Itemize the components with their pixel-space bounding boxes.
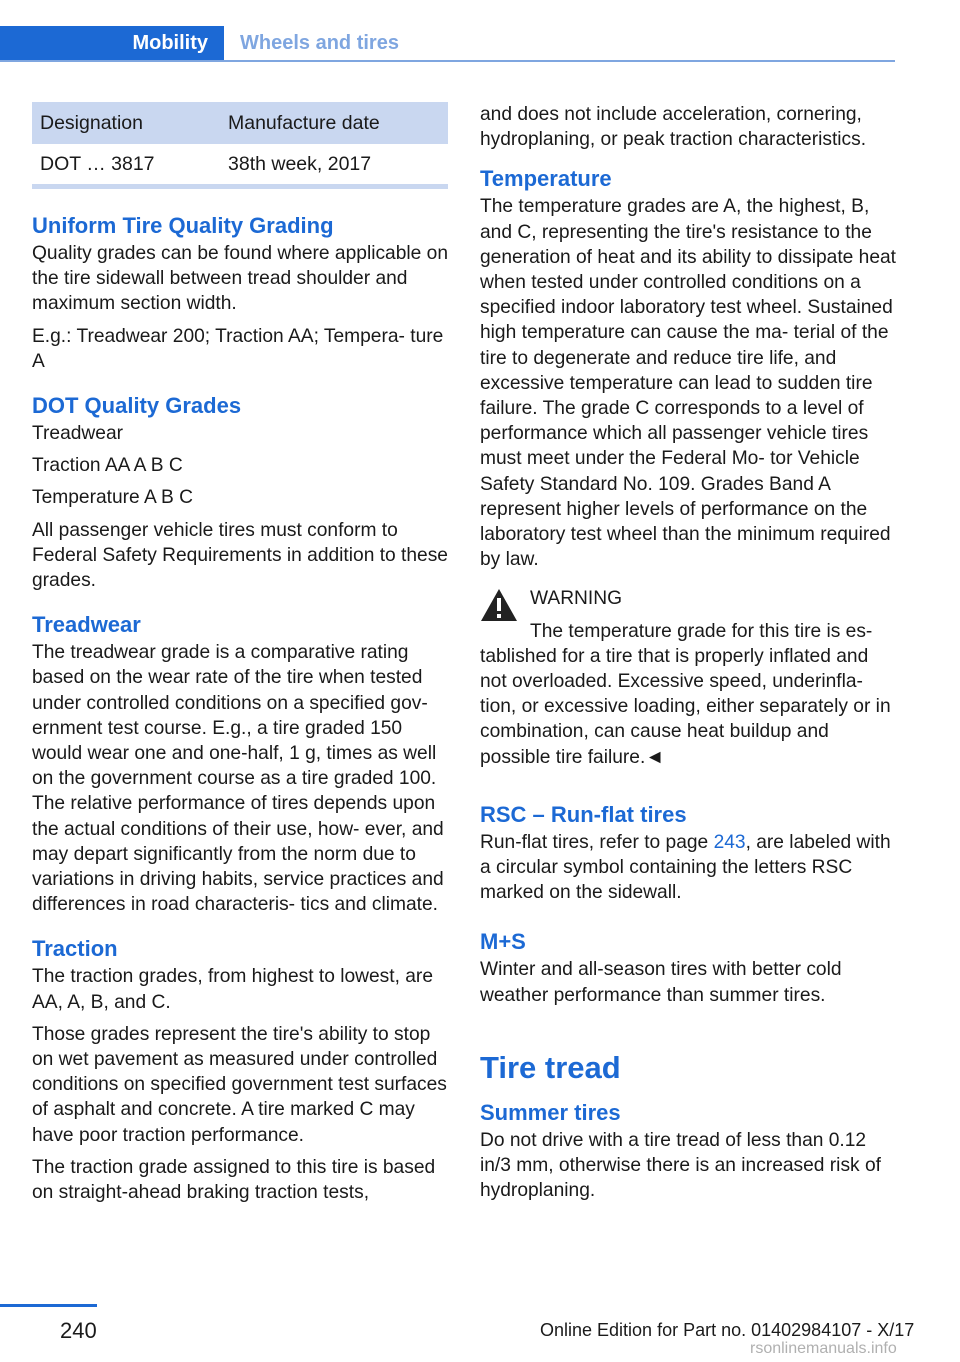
table-header-designation: Designation xyxy=(32,102,220,144)
table-header-manufacture-date: Manufacture date xyxy=(220,102,448,144)
designation-table xyxy=(32,102,448,189)
warning-block xyxy=(480,586,896,769)
warning-body: tablished for a tire that is properly inflated and not overloaded. Excessive speed, underinfla‐ tion, or excessive loading, either separately or in combination, can cause heat buildup and possible tire failure.◄ xyxy=(480,645,891,768)
rsc-paragraph xyxy=(480,830,896,906)
rsc-text-pre: Run-flat tires, refer to page xyxy=(480,831,714,853)
left-column xyxy=(32,102,448,1205)
heading-m-s: M+S xyxy=(480,929,526,955)
warning-title: WARNING xyxy=(530,588,623,610)
rsc-text-post: , are labeled with a circular symbol containing the letters RSC marked on the sidewall. xyxy=(480,831,891,904)
warning-triangle-icon xyxy=(480,588,518,622)
uniform-paragraph-2: E.g.: Treadwear 200; Traction AA; Tempera‐ ture A xyxy=(32,325,444,372)
page-number: 240 xyxy=(60,1318,97,1343)
right-column xyxy=(480,102,896,1204)
ms-paragraph: Winter and all-season tires with better cold weather performance than summer tires. xyxy=(480,959,842,1006)
heading-tire-tread: Tire tread xyxy=(480,1049,621,1085)
heading-rsc-run-flat: RSC – Run-flat tires xyxy=(480,801,687,827)
treadwear-paragraph: The treadwear grade is a comparative rating based on the wear rate of the tire when tested under controlled conditions on a specified gov‐ ernment test course. E.g., a tire graded 150 would wear one and one-half, 1 g, times as well on the government course as a tire graded 100. The relative performance of tires depends upon the actual conditions of their use, how‐ ever, and may depart significantly from the norm due to variations in driving habits, service practices and differences in road characteris‐ tics and climate. xyxy=(32,642,444,916)
table-cell-designation: DOT … 3817 xyxy=(32,144,220,187)
dot-line-temperature: Temperature A B C xyxy=(32,487,194,509)
heading-traction: Traction xyxy=(32,936,118,962)
traction-paragraph-2: Those grades represent the tire's ability to stop on wet pavement as measured under controlled conditions on specified government test surfaces of asphalt and concrete. A tire marked C may have poor traction performance. xyxy=(32,1023,447,1146)
heading-uniform-tire-quality: Uniform Tire Quality Grading xyxy=(32,213,334,238)
section-tab-bar xyxy=(0,26,895,62)
table-row xyxy=(32,144,448,187)
traction-continued: and does not include acceleration, cornering, hydroplaning, or peak traction characteristics. xyxy=(480,104,867,151)
warning-first-line: The temperature grade for this tire is es‐ xyxy=(530,620,873,642)
watermark-text: rsonlinemanuals.info xyxy=(750,1340,897,1357)
dot-paragraph: All passenger vehicle tires must conform to Federal Safety Requirements in addition to these grades. xyxy=(32,519,448,592)
temperature-paragraph: The temperature grades are A, the highest, B, and C, representing the tire's resistance to the generation of heat and its ability to dissipate heat when tested under controlled conditions on a specified indoor laboratory test wheel. Sustained high temperature can cause the ma‐ terial of the tire to degenerate and reduce tire life, and excessive temperature can lead to sudden tire failure. The grade C corresponds to a level of performance which all passenger vehicle tires must meet under the Federal Mo‐ tor Vehicle Safety Standard No. 109. Grades Band A represent higher levels of performance on the laboratory test wheel than the minimum required by law. xyxy=(480,196,897,571)
edition-text: Online Edition for Part no. 01402984107 - X/17 xyxy=(540,1320,915,1340)
heading-summer-tires: Summer tires xyxy=(480,1099,621,1125)
table-cell-date: 38th week, 2017 xyxy=(220,144,448,187)
tab-wheels-and-tires[interactable]: Wheels and tires xyxy=(240,31,399,54)
table-header-row xyxy=(32,102,448,144)
summer-tires-paragraph: Do not drive with a tire tread of less than 0.12 in/3 mm, otherwise there is an increased risk of hydroplaning. xyxy=(480,1129,881,1202)
heading-treadwear: Treadwear xyxy=(32,612,141,638)
traction-paragraph-1: The traction grades, from highest to lowest, are AA, A, B, and C. xyxy=(32,966,433,1013)
traction-paragraph-3: The traction grade assigned to this tire is based on straight-ahead braking traction tests, xyxy=(32,1156,436,1204)
heading-temperature: Temperature xyxy=(480,166,612,192)
heading-dot-quality-grades: DOT Quality Grades xyxy=(32,393,242,419)
rsc-page-link[interactable]: 243 xyxy=(713,831,746,853)
footer-accent-line xyxy=(0,1304,97,1307)
dot-line-treadwear: Treadwear xyxy=(32,423,123,445)
dot-line-traction: Traction AA A B C xyxy=(32,455,183,477)
uniform-paragraph-1: Quality grades can be found where applicable on the tire sidewall between tread shoulder and maximum section width. xyxy=(32,243,449,315)
tab-underline xyxy=(0,60,895,62)
tab-mobility[interactable]: Mobility xyxy=(0,26,224,60)
